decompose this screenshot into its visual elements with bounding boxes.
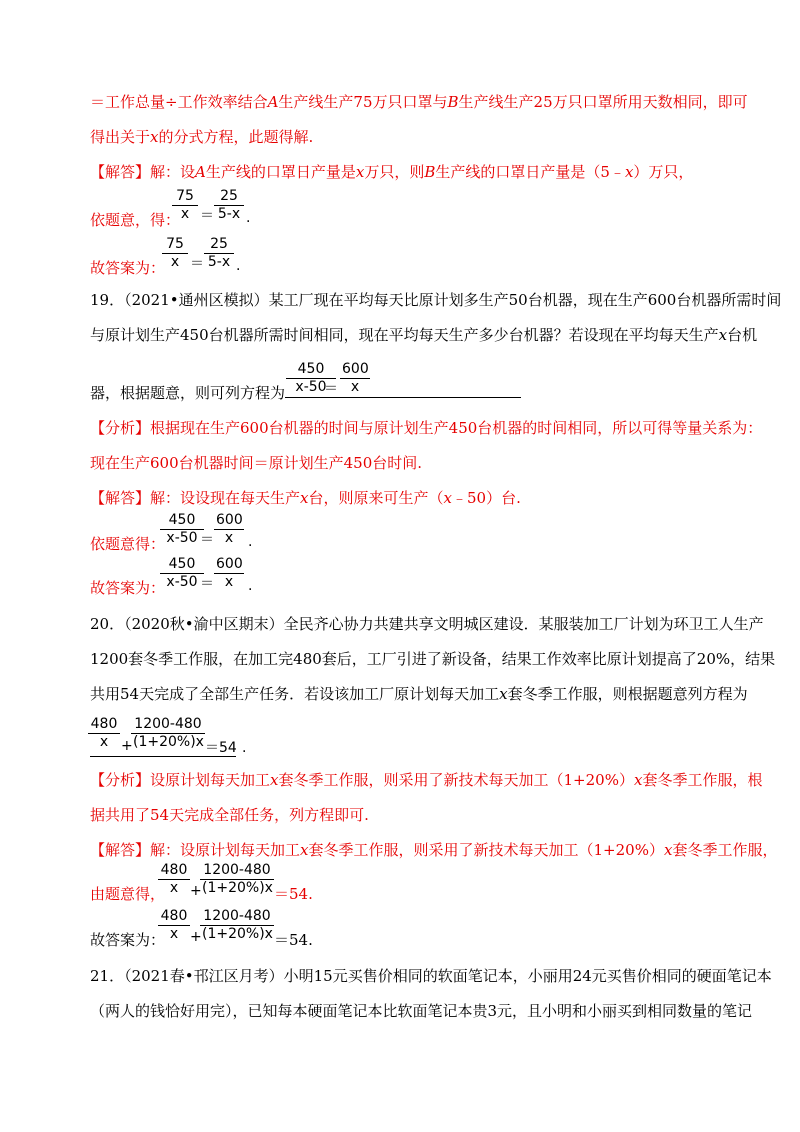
q19-eq2-dot: . xyxy=(248,578,253,594)
q20-blank-fraction-left: 480 x xyxy=(88,716,120,751)
q18-analysis-line-1: ＝工作总量÷工作效率结合A生产线生产75万只口罩与B生产线生产25万只口罩所用天数相同，即可 xyxy=(90,93,748,111)
q20-line-3: 共用54天完成了全部生产任务．若设该加工厂原计划每天加工x套冬季工作服，则根据题意列方程为 xyxy=(90,685,748,703)
q18-final-label: 故答案为： xyxy=(90,259,166,277)
q20-eq2-plus: + xyxy=(190,929,202,945)
q19-by-meaning-label: 依题意得： xyxy=(90,535,166,553)
q20-eq1-fraction-right: 1200-480 (1+20%)x xyxy=(202,862,273,896)
q18-eq1-fraction-left: 75 x xyxy=(172,188,198,223)
q20-analysis-line-2: 据共用了54天完成全部任务，列方程即可. xyxy=(90,806,369,824)
q18-eq2-equals: ＝ xyxy=(190,256,204,272)
q20-final-label: 故答案为： xyxy=(90,931,166,949)
q18-eq1-dot: . xyxy=(246,210,251,226)
q20-blank-dot: . xyxy=(242,740,247,756)
q20-answer-blank xyxy=(90,756,236,757)
q19-eq2-fraction-left: 450 x-50 xyxy=(160,556,204,591)
q20-eq1-plus: + xyxy=(190,883,202,899)
q20-eq1-eq54: ＝54. xyxy=(274,885,313,903)
q18-eq2-dot: . xyxy=(236,258,241,274)
q18-eq2-fraction-left: 75 x xyxy=(162,236,188,271)
q19-blank-fraction-right: 600 x xyxy=(342,361,369,395)
q18-answer-line: 【解答】解：设A生产线的口罩日产量是x万只，则B生产线的口罩日产量是（5﹣x）万只， xyxy=(90,163,694,181)
q19-eq2-equals: ＝ xyxy=(200,576,214,592)
q19-line-3: 器，根据题意，则可列方程为 xyxy=(90,383,521,403)
q18-by-meaning-label: 依题意，得： xyxy=(90,211,181,229)
q21-line-1: 21．（2021春•邗江区月考）小明15元买售价相同的软面笔记本，小丽用24元买售价相同的硬面笔记本 xyxy=(90,967,772,985)
q19-blank-fraction-left: 450 x-50 xyxy=(286,361,336,396)
q18-eq1-equals: ＝ xyxy=(200,208,214,224)
q19-analysis-line-1: 【分析】根据现在生产600台机器的时间与原计划生产450台机器的时间相同，所以可得等量关系为： xyxy=(90,419,763,437)
q19-eq1-fraction-left: 450 x-50 xyxy=(160,512,204,547)
q19-blank-equals: ＝ xyxy=(324,381,338,397)
q18-eq2-fraction-right: 25 5-x xyxy=(204,236,234,271)
q21-line-2: （两人的钱恰好用完），已知每本硬面笔记本比软面笔记本贵3元，且小明和小丽买到相同数量的笔记 xyxy=(90,1002,753,1020)
q20-eq2-fraction-left: 480 x xyxy=(158,908,190,943)
q20-eq2-eq54: ＝54. xyxy=(274,931,313,949)
q19-eq2-fraction-right: 600 x xyxy=(216,556,243,590)
q20-blank-plus: + xyxy=(121,738,133,754)
q20-line-1: 20．（2020秋•渝中区期末）全民齐心协力共建共享文明城区建设．某服装加工厂计划为环卫工人生产 xyxy=(90,615,764,633)
q20-blank-fraction-right: 1200-480 (1+20%)x xyxy=(133,716,204,750)
q18-eq1-fraction-right: 25 5-x xyxy=(214,188,244,223)
q19-final-label: 故答案为： xyxy=(90,579,166,597)
q19-eq1-dot: . xyxy=(248,534,253,550)
q19-answer-line: 【解答】解：设设现在每天生产x台，则原来可生产（x﹣50）台. xyxy=(90,489,521,507)
q19-analysis-line-2: 现在生产600台机器时间＝原计划生产450台时间. xyxy=(90,454,423,472)
q19-eq1-equals: ＝ xyxy=(200,532,214,548)
q20-eq2-fraction-right: 1200-480 (1+20%)x xyxy=(202,908,273,942)
q20-line-2: 1200套冬季工作服，在加工完480套后，工厂引进了新设备，结果工作效率比原计划提高了20%，结果 xyxy=(90,650,776,668)
q20-by-meaning-label: 由题意得， xyxy=(90,885,166,903)
q20-eq1-fraction-left: 480 x xyxy=(158,862,190,897)
q20-answer-line: 【解答】解：设原计划每天加工x套冬季工作服，则采用了新技术每天加工（1+20%）x套冬季工作服， xyxy=(90,841,778,859)
q20-blank-eq54: ＝54 xyxy=(205,740,237,756)
q18-analysis-line-2: 得出关于x的分式方程，此题得解. xyxy=(90,128,314,146)
q20-analysis-line-1: 【分析】设原计划每天加工x套冬季工作服，则采用了新技术每天加工（1+20%）x套冬季工作服，根 xyxy=(90,771,763,789)
q19-line-2: 与原计划生产450台机器所需时间相同，现在平均每天生产多少台机器？若设现在平均每天生产x台机 xyxy=(90,326,758,344)
q19-line-1: 19．（2021•通州区模拟）某工厂现在平均每天比原计划多生产50台机器，现在生产600台机器所需时间 xyxy=(90,291,782,309)
q19-eq1-fraction-right: 600 x xyxy=(216,512,243,546)
